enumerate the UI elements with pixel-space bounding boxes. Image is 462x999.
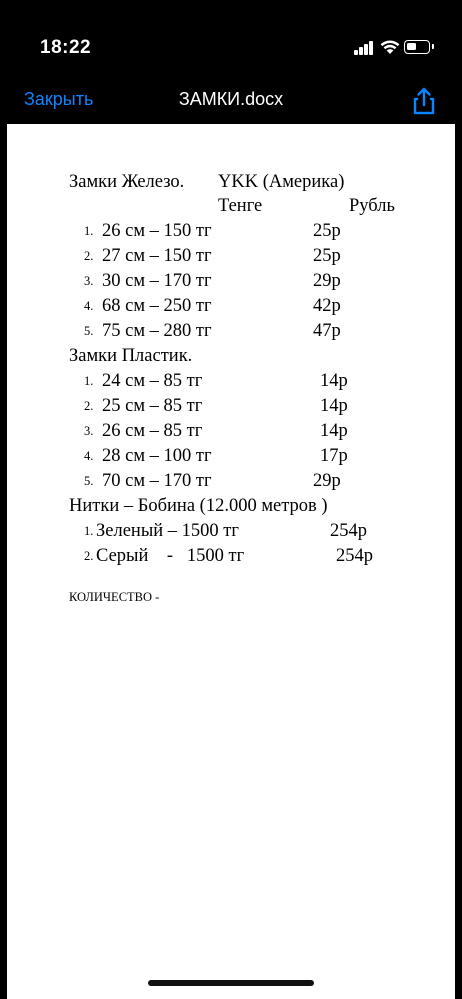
document-page[interactable] [7, 124, 455, 999]
item-text: 25 см – 85 тг [102, 396, 203, 416]
item-price: 17р [320, 446, 348, 466]
item-price: 42р [313, 296, 341, 316]
column-headers [69, 194, 439, 219]
item-text: 68 см – 250 тг [102, 296, 212, 316]
item-text: Серый - 1500 тг [96, 546, 245, 566]
list-item [69, 519, 439, 544]
list-item [69, 419, 439, 444]
column-tenge: Тенге [218, 196, 263, 216]
item-number: 5. [84, 324, 94, 338]
quantity-note: КОЛИЧЕСТВО - [69, 590, 160, 604]
item-price: 25р [313, 246, 341, 266]
item-number: 1. [84, 524, 94, 538]
section-plastic-heading [69, 344, 439, 369]
section-thread-heading [69, 494, 439, 519]
wifi-icon [380, 39, 400, 55]
battery-icon [404, 40, 430, 54]
item-text: 26 см – 85 тг [102, 421, 203, 441]
item-text: 30 см – 170 тг [102, 271, 212, 291]
item-number: 1. [84, 224, 94, 238]
item-price: 29р [313, 471, 341, 491]
item-text: 27 см – 150 тг [102, 246, 212, 266]
item-number: 5. [84, 474, 94, 488]
home-indicator[interactable] [148, 980, 314, 986]
item-number: 3. [84, 274, 94, 288]
item-price: 14р [320, 371, 348, 391]
item-price: 14р [320, 421, 348, 441]
list-item [69, 544, 439, 569]
list-item [69, 444, 439, 469]
navigation-bar [0, 80, 462, 124]
status-time: 18:22 [40, 37, 92, 58]
section-title: Нитки – Бобина (12.000 метров ) [69, 496, 328, 516]
item-text: 75 см – 280 тг [102, 321, 212, 341]
status-bar [0, 0, 462, 80]
list-item [69, 269, 439, 294]
list-item [69, 219, 439, 244]
item-number: 2. [84, 549, 94, 563]
list-item [69, 469, 439, 494]
column-ruble: Рубль [349, 196, 395, 216]
item-text: 26 см – 150 тг [102, 221, 212, 241]
section-title: Замки Железо. [69, 172, 185, 192]
item-number: 2. [84, 249, 94, 263]
item-number: 3. [84, 424, 94, 438]
list-item [69, 319, 439, 344]
list-item [69, 394, 439, 419]
item-text: 24 см – 85 тг [102, 371, 203, 391]
item-number: 4. [84, 299, 94, 313]
item-price: 25р [313, 221, 341, 241]
item-number: 2. [84, 399, 94, 413]
cellular-signal-icon [354, 41, 374, 55]
list-item [69, 369, 439, 394]
document-title: ЗАМКИ.docx [178, 89, 284, 109]
item-text: 28 см – 100 тг [102, 446, 212, 466]
item-number: 4. [84, 449, 94, 463]
list-item [69, 294, 439, 319]
item-price: 29р [313, 271, 341, 291]
list-item [69, 244, 439, 269]
close-button[interactable]: Закрыть [24, 89, 94, 109]
item-text: 70 см – 170 тг [102, 471, 212, 491]
item-price: 14р [320, 396, 348, 416]
section-title: Замки Пластик. [69, 346, 193, 366]
item-price: 47р [313, 321, 341, 341]
brand-label: YKK (Америка) [218, 172, 345, 192]
share-icon[interactable] [410, 86, 438, 116]
section-metal-heading [69, 170, 439, 195]
item-price: 254р [336, 546, 373, 566]
document-content [69, 170, 439, 607]
item-text: Зеленый – 1500 тг [96, 521, 239, 541]
item-number: 1. [84, 374, 94, 388]
item-price: 254р [330, 521, 367, 541]
